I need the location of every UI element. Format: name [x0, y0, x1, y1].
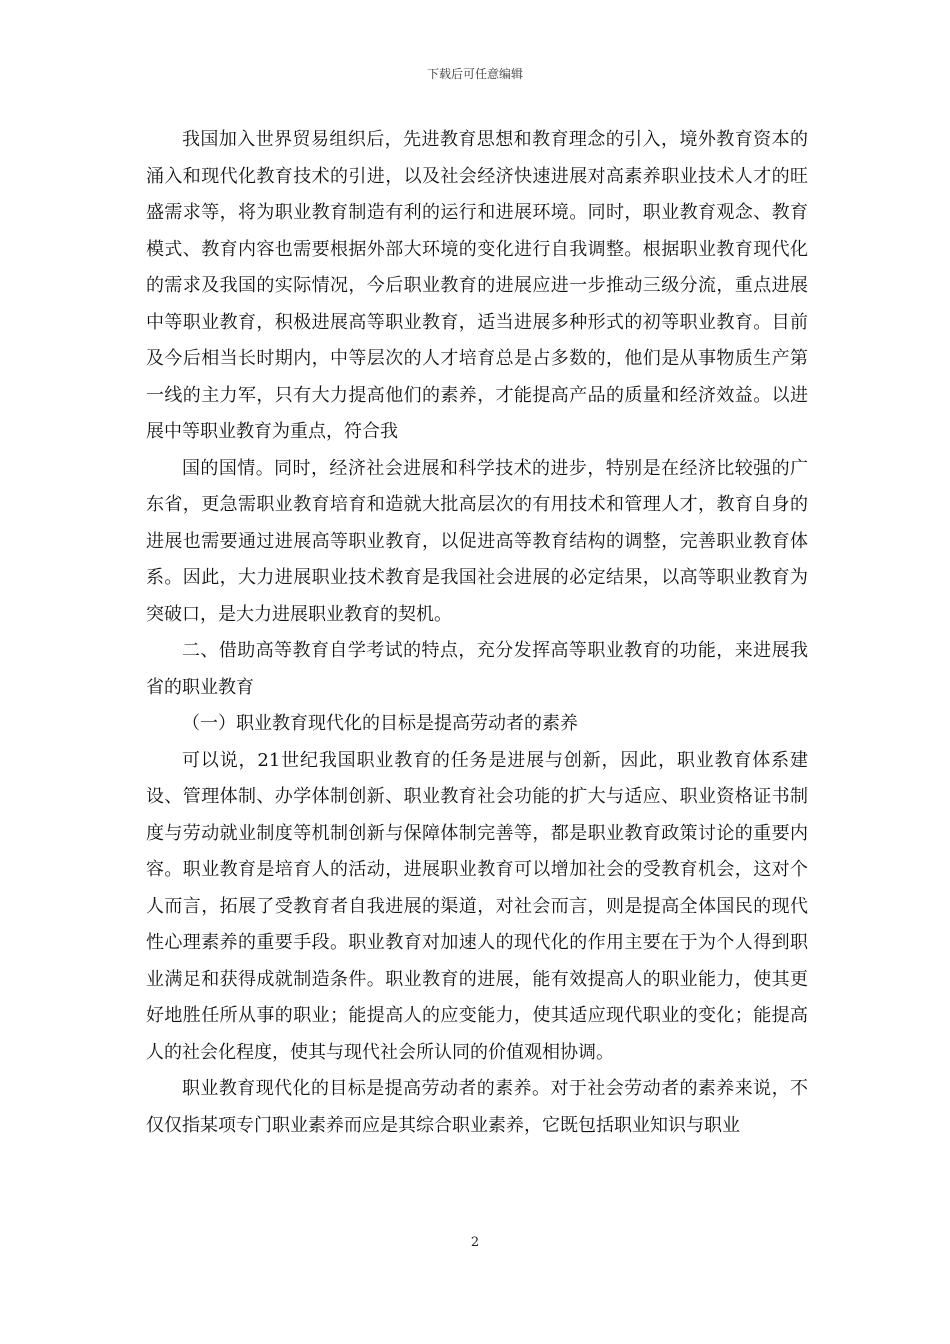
page-header: 下载后可任意编辑: [426, 67, 523, 81]
paragraph-worker-quality: 职业教育现代化的目标是提高劳动者的素养。对于社会劳动者的素养来说，不仅仅指某项专门职业素养而应是其综合职业素养，它既包括职业知识与职业: [146, 1078, 808, 1136]
subsection-heading-one: （一）职业教育现代化的目标是提高劳动者的素养: [182, 713, 578, 734]
paragraph-national-conditions: 国的国情。同时，经济社会进展和科学技术的进步，特别是在经济比较强的广东省，更急需职业教育培育和造就大批高层次的有用技术和管理人才，教育自身的进展也需要通过进展高等职业教育，以促进高等教育结构的调整，完善职业教育体系。因此，大力进展职业技术教育是我国社会进展的必定结果，以高等职业教育为突破口，是大力进展职业教育的契机。: [146, 457, 808, 625]
page-number: 2: [470, 1235, 480, 1250]
paragraph-21st-century-tasks: 可以说，21世纪我国职业教育的任务是进展与创新，因此，职业教育体系建设、管理体制、办学体制创新、职业教育社会功能的扩大与适应、职业资格证书制度与劳动就业制度等机制创新与保障体制完善等，都是职业教育政策讨论的重要内容。职业教育是培育人的活动，进展职业教育可以增加社会的受教育机会，这对个人而言，拓展了受教育者自我进展的渠道，对社会而言，则是提高全体国民的现代性心理素养的重要手段。职业教育对加速人的现代化的作用主要在于为个人得到职业满足和获得成就制造条件。职业教育的进展，能有效提高人的职业能力，使其更好地胜任所从事的职业；能提高人的应变能力，使其适应现代职业的变化；能提高人的社会化程度，使其与现代社会所认同的价值观相协调。: [146, 749, 808, 1063]
paragraph-wto-impact: 我国加入世界贸易组织后，先进教育思想和教育理念的引入，境外教育资本的涌入和现代化教育技术的引进，以及社会经济快速进展对高素养职业技术人才的旺盛需求等，将为职业教育制造有利的运行和进展环境。同时，职业教育观念、教育模式、教育内容也需要根据外部大环境的变化进行自我调整。根据职业教育现代化的需求及我国的实际情况，今后职业教育的进展应进一步推动三级分流，重点进展中等职业教育，积极进展高等职业教育，适当进展多种形式的初等职业教育。目前及今后相当长时期内，中等层次的人才培育总是占多数的，他们是从事物质生产第一线的主力军，只有大力提高他们的素养，才能提高产品的质量和经济效益。以进展中等职业教育为重点，符合我: [146, 129, 808, 442]
section-heading-two: 二、借助高等教育自学考试的特点，充分发挥高等职业教育的功能，来进展我省的职业教育: [146, 640, 808, 698]
body-text: [146, 122, 808, 1144]
